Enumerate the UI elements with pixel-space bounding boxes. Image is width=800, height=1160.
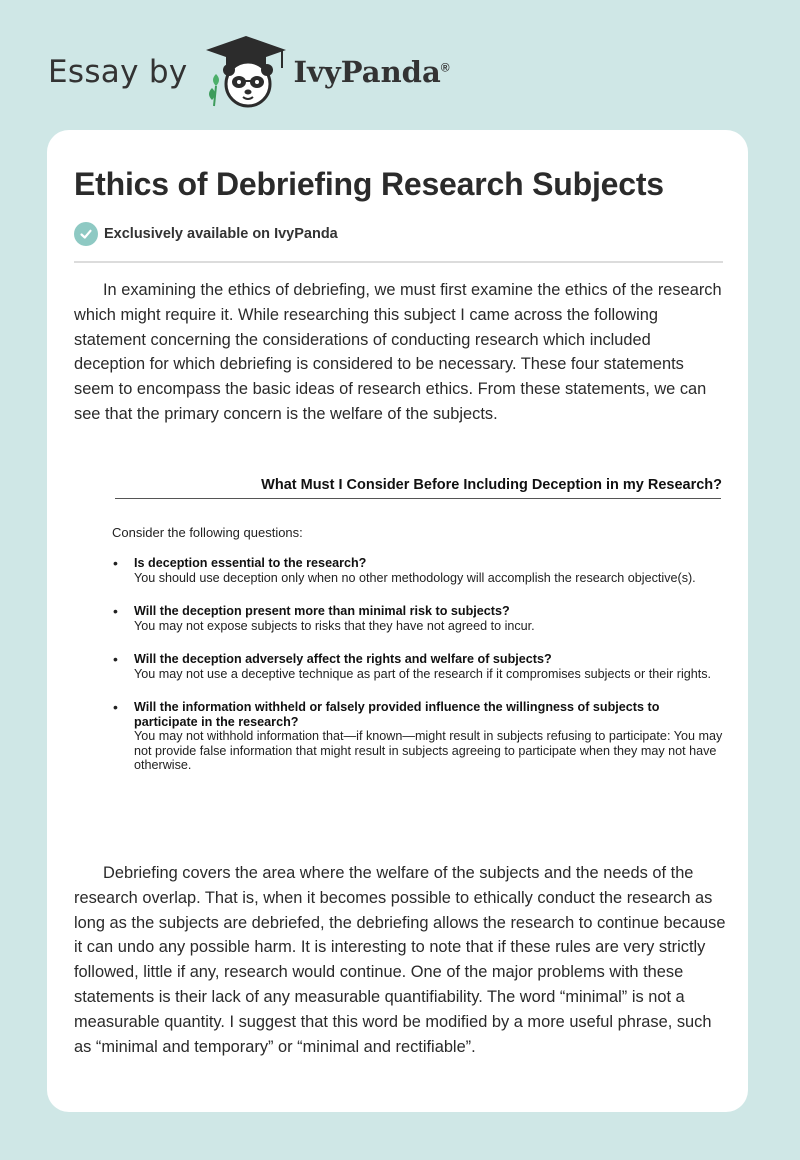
checkmark-icon — [74, 222, 98, 246]
figure-answer: You should use deception only when no other methodology will accomplish the research objective(s). — [134, 570, 696, 585]
figure-answer: You may not withhold information that—if known—might result in subjects refusing to participate: You may not provide false information that might result in subjects agreeing to participate when they may not have otherwise. — [134, 729, 723, 772]
list-item — [112, 652, 724, 681]
registered-mark: ® — [440, 60, 450, 75]
ivypanda-logo-icon[interactable] — [202, 34, 290, 110]
list-item — [112, 556, 724, 585]
paragraph-discussion: Debriefing covers the area where the welfare of the subjects and the needs of the research overlap. That is, when it becomes possible to ethically conduct the research as long as the subjects are debriefed, the debriefing allows the research to continue because it can undo any possible harm. It is interesting to note that if these rules are very strictly followed, little if any, research would continue. One of the major problems with these statements is their lack of any measurable quantifiability. The word “minimal” is not a measurable quantity. I suggest that this word be modified by a more useful phrase, such as “minimal and temporary” or “minimal and rectifiable”. — [74, 864, 726, 1056]
site-header — [48, 36, 450, 108]
list-item — [112, 700, 724, 773]
figure-intro: Consider the following questions: — [112, 525, 303, 540]
page-title: Ethics of Debriefing Research Subjects — [74, 166, 664, 202]
figure-answer: You may not use a deceptive technique as part of the research if it compromises subjects or their rights. — [134, 666, 712, 681]
exclusive-badge — [74, 222, 338, 246]
exclusive-label: Exclusively available on IvyPanda — [104, 226, 338, 242]
figure-rule — [115, 498, 721, 499]
figure-title: What Must I Consider Before Including Deception in my Research? — [261, 477, 722, 493]
title-divider — [74, 261, 723, 263]
figure-question-list — [112, 556, 724, 792]
figure-question: • Is deception essential to the research? — [134, 556, 367, 570]
figure-question: • Will the deception adversely affect the rights and welfare of subjects? — [134, 652, 552, 666]
figure-question: • Will the deception present more than minimal risk to subjects? — [134, 604, 510, 618]
essay-by-label: Essay by — [48, 54, 188, 90]
brand-name[interactable] — [294, 55, 450, 89]
figure-question: • Will the information withheld or falsely provided influence the willingness of subjects to participate in the research? — [134, 700, 660, 729]
figure-answer: You may not expose subjects to risks that they have not agreed to incur. — [134, 618, 535, 633]
paragraph-intro: In examining the ethics of debriefing, we must first examine the ethics of the research which might require it. While researching this subject I came across the following statement concerning the considerations of conducting research which included deception for which debriefing is considered to be necessary. These four statements seem to encompass the basic ideas of research ethics. From these statements, we can see that the primary concern is the welfare of the subjects. — [74, 281, 722, 423]
essay-card — [47, 130, 748, 1112]
brand-name-text: IvyPanda — [293, 55, 441, 89]
list-item — [112, 604, 724, 633]
deception-guidelines-figure — [112, 470, 724, 825]
